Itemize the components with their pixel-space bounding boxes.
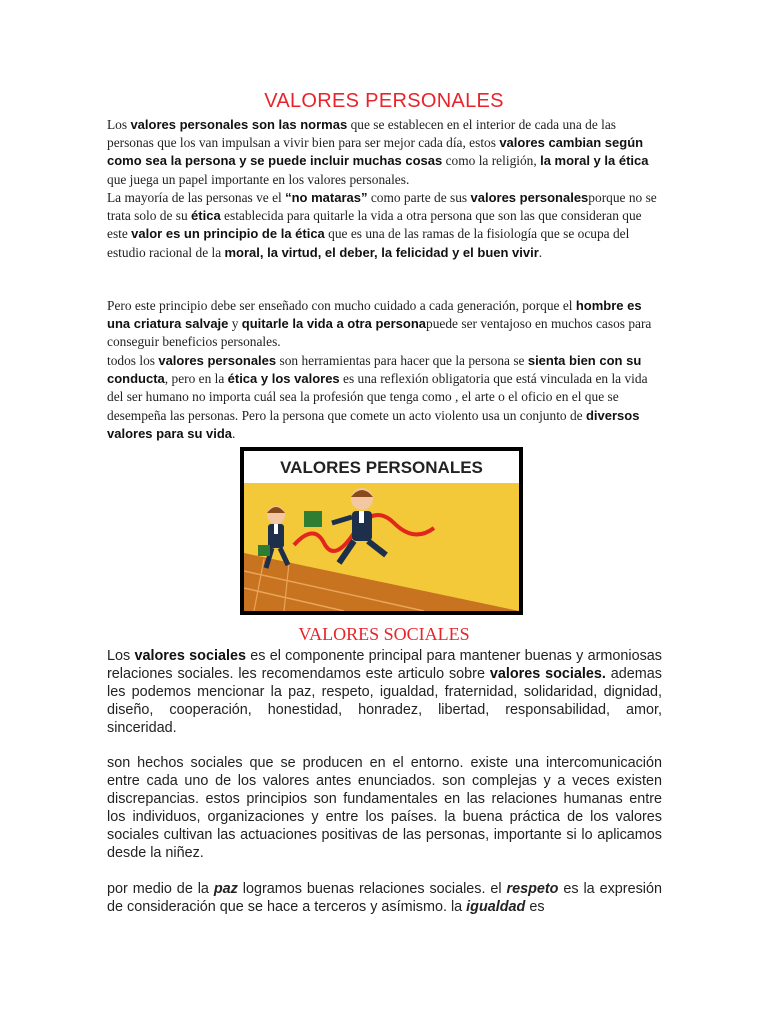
runner-front [304,488,386,563]
text-run: por medio de la [107,881,214,897]
text-run: son hechos sociales que se producen en el entorno. existe una intercomunicación entre cada uno de los valores antes enunciados. son complejas y a veces existen discrepancias. estos principios son fundamentales en las relaciones humanas entre los individuos, organizaciones y entre los países. la buena práctica de los valores sociales cultivan las actuaciones positivas de las personas, importante si lo aplicamos desde la niñez. [107,755,662,861]
title-valores-sociales: VALORES SOCIALES [298,624,470,644]
text-run: Los [107,648,135,664]
text-run: respeto [506,881,559,897]
paragraph-sociales-3 [107,880,662,916]
paragraph-personales-2 [107,189,662,262]
text-run: es una reflexión obligatoria que está vinculada en la vida del ser humano no importa cuál sea la profesión que tenga como , el arte o el oficio en el que se desempeña las personas. Pero la persona que comete un acto violento usa un conjunto de [107,371,648,423]
text-run: . [538,244,543,260]
text-run: y [228,316,242,332]
text-run: establecida para quitarle la vida a otra persona que son las que consideran que este [107,208,642,242]
text-run: que es una de las ramas de la fisiología que se ocupa del estudio racional de la [107,226,630,260]
paragraph-sociales-1 [107,647,662,737]
text-run: moral, la virtud, el deber, la felicidad y el buen vivir [224,244,539,260]
text-run: es el componente principal para mantener buenas y armoniosas relaciones sociales. les recomendamos este articulo sobre [107,648,662,682]
paragraph-personales-4 [107,352,662,443]
text-run: puede ser ventajoso en muchos casos para conseguir beneficios personales. [107,316,652,350]
text-run: sienta bien con su conducta [107,353,642,387]
text-run: la moral y la ética [540,153,649,169]
text-run: que juega un papel importante en los valores personales. [107,171,410,187]
text-run: valores personales [470,190,589,205]
text-run: es [525,899,545,915]
text-run: valores personales [158,353,277,368]
text-run: diversos valores para su vida [107,407,640,441]
text-run: valor es un principio de la ética [131,226,325,242]
text-run: paz [213,881,238,897]
illustration-heading: VALORES PERSONALES [244,451,519,483]
text-run: “no mataras” [285,190,368,205]
text-run: ética y los valores [227,371,340,387]
text-run: ademas les podemos mencionar la paz, respeto, igualdad, fraternidad, solidaridad, dignidad, diseño, cooperación, honestidad, honradez, libertad, responsabilidad, amor, sinceridad. [107,666,662,736]
text-run: , pero en la [164,371,228,387]
text-run: logramos buenas relaciones sociales. el [237,881,507,897]
valores-personales-illustration [240,447,523,615]
text-run: valores sociales [134,648,246,664]
text-run: que se establecen en el interior de cada una de las personas que los van impulsan a vivir bien para ser mejor cada día, estos [107,117,617,151]
paragraph-personales-3 [107,297,662,352]
text-run: es la expresión de consideración que se hace a terceros y asímismo. la [107,881,662,915]
title-valores-personales: VALORES PERSONALES [264,90,504,112]
paragraph-personales-1 [107,116,662,189]
text-run: Los [107,117,131,132]
text-run: valores personales son las normas [130,117,348,132]
briefcase-icon [258,545,270,556]
illustration-scene [244,483,519,611]
paragraph-sociales-2 [107,754,662,862]
text-run: porque no se trata solo de su [107,190,657,224]
text-run: igualdad [466,899,526,915]
text-run: valores sociales. [489,666,606,682]
text-run: . [232,425,236,441]
text-run: hombre es una criatura salvaje [107,298,642,332]
briefcase-icon [304,511,322,527]
text-run: Pero este principio debe ser enseñado con mucho cuidado a cada generación, porque el [107,298,576,313]
text-run: como la religión, [442,153,541,169]
text-run: todos los [107,353,159,368]
text-run: La mayoría de las personas ve el [107,190,286,205]
text-run: valores cambian según como sea la persona y se puede incluir muchas cosas [107,135,644,169]
text-run: ética [191,208,221,224]
text-run: como parte de sus [367,190,471,205]
text-run: quitarle la vida a otra persona [241,316,427,332]
text-run: son herramientas para hacer que la persona se [276,353,528,368]
